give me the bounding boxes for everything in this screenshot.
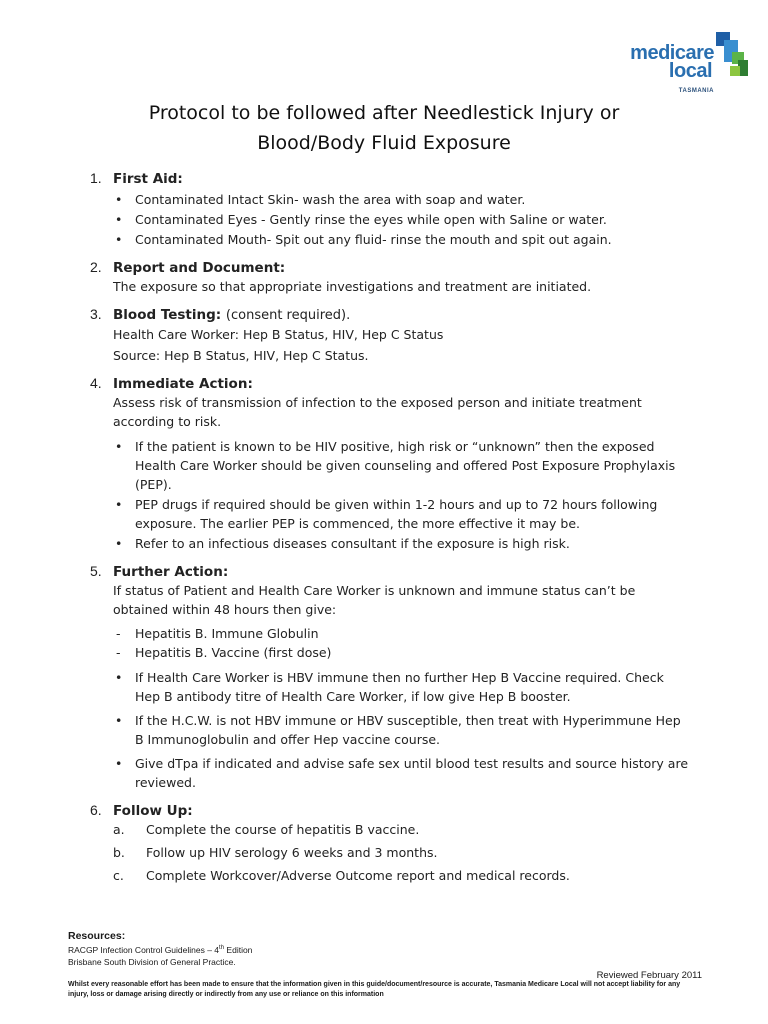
logo-text bbox=[630, 44, 714, 100]
list-text: Complete the course of hepatitis B vaccine. bbox=[146, 822, 420, 837]
disclaimer: Whilst every reasonable effort has been made to ensure that the information given in this guide/document/resource is accurate, Tasmania Medicare Local will not accept liability for any injury, loss or damage arising directly or indirectly from any use or reliance on this information bbox=[68, 980, 681, 998]
list-item: • If Health Care Worker is HBV immune then no further Hep B Vaccine required. Check Hep B antibody titre of Health Care Worker, if low give Hep B booster. bbox=[113, 668, 690, 706]
logo-line-2: local bbox=[668, 60, 712, 82]
reviewed-date: Reviewed February 2011 bbox=[596, 970, 702, 981]
list-item: • Refer to an infectious diseases consultant if the exposure is high risk. bbox=[113, 534, 690, 553]
list-marker: a. bbox=[113, 822, 125, 837]
list-item: • Contaminated Intact Skin- wash the area with soap and water. bbox=[113, 190, 690, 209]
list-item bbox=[113, 843, 690, 862]
section-further-action bbox=[90, 563, 690, 792]
logo-line-3: TASMANIA bbox=[678, 88, 714, 94]
section-number: 6. bbox=[90, 802, 102, 818]
title-line-1: Protocol to be followed after Needlestick Injury or bbox=[148, 102, 620, 124]
title-line-2: Blood/Body Fluid Exposure bbox=[257, 132, 511, 154]
section-heading: First Aid: bbox=[113, 171, 183, 187]
resource-item: RACGP Infection Control Guidelines – 4th Edition bbox=[68, 944, 253, 955]
section-number: 5. bbox=[90, 563, 102, 579]
section-number: 3. bbox=[90, 306, 102, 322]
list-item: • If the patient is known to be HIV positive, high risk or “unknown” then the exposed Health Care Worker should be given counseling and offered Post Exposure Prophylaxis (PEP). bbox=[113, 437, 690, 494]
section-number: 4. bbox=[90, 375, 102, 391]
section-text: The exposure so that appropriate investigations and treatment are initiated. bbox=[113, 279, 592, 294]
list-marker: b. bbox=[113, 845, 125, 860]
medicare-local-logo bbox=[602, 30, 752, 96]
section-heading-note: (consent required). bbox=[225, 308, 351, 323]
list-item: - Hepatitis B. Vaccine (first dose) bbox=[113, 643, 690, 662]
list-item: • Contaminated Eyes - Gently rinse the eyes while open with Saline or water. bbox=[113, 210, 690, 229]
section-blood-testing bbox=[90, 306, 690, 365]
section-number: 1. bbox=[90, 170, 102, 186]
section-heading: Further Action: bbox=[113, 564, 229, 580]
page-footer bbox=[68, 930, 702, 1000]
logo-line-1: medicare bbox=[630, 42, 714, 64]
list-item: - Hepatitis B. Immune Globulin bbox=[113, 624, 690, 643]
section-follow-up bbox=[90, 802, 690, 885]
section-report-document bbox=[90, 259, 690, 296]
section-heading: Report and Document: bbox=[113, 260, 286, 276]
page-title bbox=[0, 98, 768, 158]
list-text: Complete Workcover/Adverse Outcome report and medical records. bbox=[146, 868, 570, 883]
section-text: If status of Patient and Health Care Worker is unknown and immune status can’t be obtained within 48 hours then give: bbox=[113, 583, 636, 617]
list-item: • Give dTpa if indicated and advise safe sex until blood test results and source history are reviewed. bbox=[113, 754, 690, 792]
list-item: • Contaminated Mouth- Spit out any fluid- rinse the mouth and spit out again. bbox=[113, 230, 690, 249]
section-first-aid bbox=[90, 170, 690, 249]
resource-item: Brisbane South Division of General Practice. bbox=[68, 956, 236, 967]
logo-mark-icon bbox=[712, 30, 752, 86]
protocol-content bbox=[90, 170, 690, 895]
section-heading: Immediate Action: bbox=[113, 376, 253, 392]
list-item bbox=[113, 820, 690, 839]
section-heading: Blood Testing: bbox=[113, 307, 222, 323]
section-text: Assess risk of transmission of infection to the exposed person and initiate treatment according to risk. bbox=[113, 395, 642, 429]
resources-heading: Resources: bbox=[68, 930, 126, 942]
list-item: • If the H.C.W. is not HBV immune or HBV susceptible, then treat with Hyperimmune Hep B Immunoglobulin and offer Hep vaccine course. bbox=[113, 711, 690, 749]
section-number: 2. bbox=[90, 259, 102, 275]
section-immediate-action bbox=[90, 375, 690, 553]
section-line: Source: Hep B Status, HIV, Hep C Status. bbox=[113, 348, 369, 363]
list-text: Follow up HIV serology 6 weeks and 3 months. bbox=[146, 845, 438, 860]
section-heading: Follow Up: bbox=[113, 803, 193, 819]
list-item bbox=[113, 866, 690, 885]
list-marker: c. bbox=[113, 868, 124, 883]
section-line: Health Care Worker: Hep B Status, HIV, Hep C Status bbox=[113, 327, 444, 342]
list-item: • PEP drugs if required should be given within 1-2 hours and up to 72 hours following exposure. The earlier PEP is commenced, the more effective it may be. bbox=[113, 495, 690, 533]
